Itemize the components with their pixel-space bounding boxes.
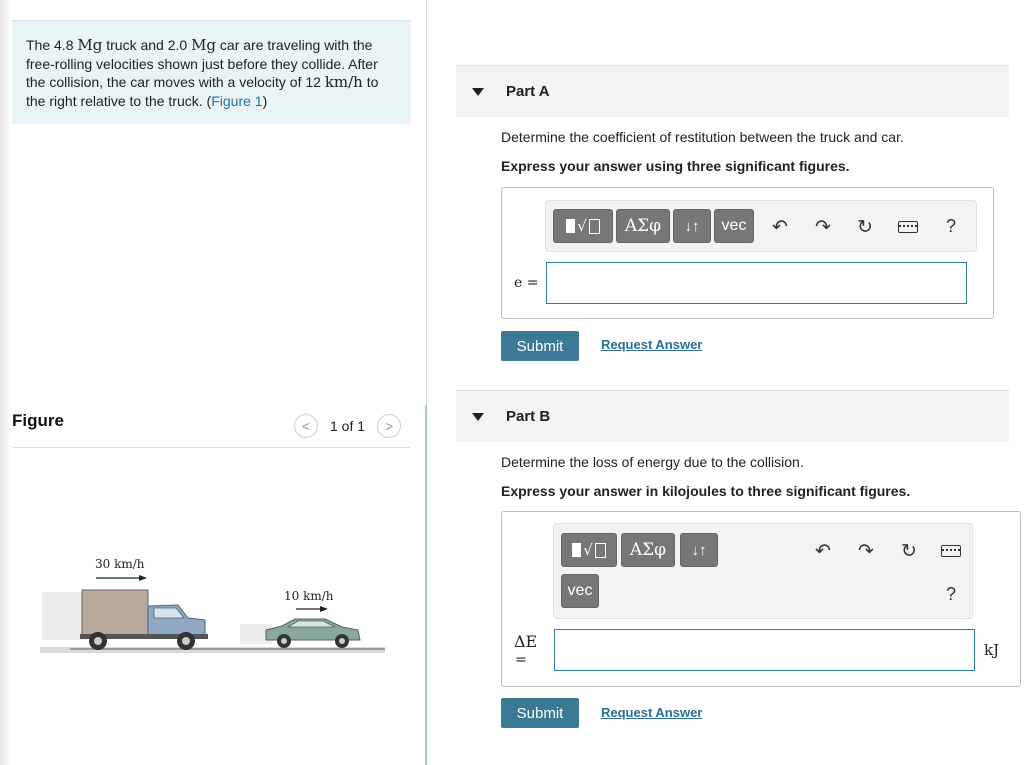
- part-b-instruction: Express your answer in kilojoules to three significant figures.: [501, 483, 911, 499]
- part-a-instruction: Express your answer using three significant figures.: [501, 158, 850, 174]
- part-b-answer-box: [501, 511, 1021, 687]
- part-a-header[interactable]: [456, 65, 1009, 117]
- help-button[interactable]: ?: [945, 583, 956, 604]
- part-b-submit-button[interactable]: Submit: [501, 698, 579, 728]
- caret-down-icon: [472, 413, 484, 421]
- templates-icon: √: [566, 217, 600, 235]
- redo-icon[interactable]: ↷: [815, 216, 831, 238]
- subscript-superscript-button[interactable]: ↓↑: [680, 533, 718, 567]
- part-b-title: Part B: [506, 408, 551, 425]
- truck-car-illustration: [30, 548, 400, 658]
- car-speed-label: 10 km/h: [284, 589, 334, 603]
- figure-image: [30, 548, 400, 658]
- pager-count: 1 of 1: [330, 418, 366, 434]
- part-b-header[interactable]: [456, 390, 1009, 442]
- part-b-prompt: Determine the loss of energy due to the collision.: [501, 454, 804, 470]
- problem-statement: [12, 20, 411, 124]
- variable-e-label: e =: [514, 275, 539, 291]
- figure-divider: [12, 447, 410, 448]
- redo-icon[interactable]: ↷: [858, 540, 874, 562]
- left-edge-shadow: [0, 0, 12, 765]
- unit-kilojoules: kJ: [984, 641, 1000, 659]
- unit-velocity: km/h: [324, 73, 363, 91]
- problem-text: to the right relative to the truck. (: [26, 74, 379, 109]
- part-a-title: Part A: [506, 83, 550, 100]
- templates-icon: √: [572, 541, 606, 559]
- truck-cargo-box: [82, 590, 148, 636]
- ground: [40, 647, 385, 653]
- figure-title: Figure: [12, 411, 64, 430]
- answer-input-e[interactable]: [546, 262, 967, 304]
- problem-text: truck and 2.0: [102, 37, 192, 53]
- car-arrowhead: [320, 606, 328, 612]
- problem-text: The 4.8: [26, 37, 78, 53]
- truck-speed-label: 30 km/h: [95, 557, 145, 571]
- undo-icon[interactable]: ↶: [815, 540, 831, 562]
- wheel-hub: [339, 638, 345, 644]
- part-a-request-answer-link[interactable]: Request Answer: [601, 337, 703, 352]
- part-a-prompt: Determine the coefficient of restitution between the truck and car.: [501, 129, 904, 145]
- part-a-submit-button[interactable]: Submit: [501, 331, 579, 361]
- motion-blur: [42, 592, 87, 640]
- wheel-hub: [182, 637, 190, 645]
- keyboard-icon[interactable]: [897, 216, 919, 238]
- problem-text: ): [262, 92, 268, 109]
- reset-icon[interactable]: ↻: [901, 540, 917, 562]
- templates-button[interactable]: [561, 533, 617, 567]
- part-a-answer-box: [501, 187, 994, 319]
- help-button[interactable]: ?: [945, 215, 956, 236]
- chevron-left-icon: <: [301, 418, 311, 434]
- greek-symbols-button[interactable]: ΑΣφ: [616, 209, 670, 243]
- vector-button[interactable]: vec: [561, 574, 599, 608]
- chevron-right-icon: >: [384, 418, 394, 434]
- unit-mass-truck: Mg: [77, 36, 103, 54]
- undo-icon[interactable]: ↶: [772, 216, 788, 238]
- wheel-hub: [281, 638, 287, 644]
- unit-mass-car: Mg: [191, 36, 217, 54]
- figure-link[interactable]: Figure 1: [211, 92, 263, 109]
- vector-button[interactable]: vec: [714, 209, 754, 243]
- caret-down-icon: [472, 88, 484, 96]
- part-a-equation-toolbar: [545, 200, 977, 252]
- prev-figure-button[interactable]: [294, 414, 318, 438]
- equals-sign: =: [515, 652, 527, 668]
- keyboard-icon[interactable]: [940, 540, 962, 562]
- part-b-equation-toolbar: [553, 523, 973, 619]
- templates-button[interactable]: [553, 209, 613, 243]
- wheel-hub: [94, 637, 102, 645]
- reset-icon[interactable]: ↻: [857, 216, 873, 238]
- part-b-request-answer-link[interactable]: Request Answer: [601, 705, 703, 720]
- variable-delta-e-label: ΔE: [514, 632, 538, 651]
- figure-pager: [294, 413, 401, 439]
- subscript-superscript-button[interactable]: ↓↑: [673, 209, 711, 243]
- greek-symbols-button[interactable]: ΑΣφ: [621, 533, 675, 567]
- problem-text: car are traveling with the free-rolling velocities shown just before they collide. After the collision, the car moves with a velocity of 12: [26, 37, 378, 90]
- answer-input-delta-e[interactable]: [554, 629, 975, 671]
- next-figure-button[interactable]: [377, 414, 401, 438]
- truck-arrowhead: [139, 575, 147, 581]
- column-divider-accent: [425, 405, 427, 765]
